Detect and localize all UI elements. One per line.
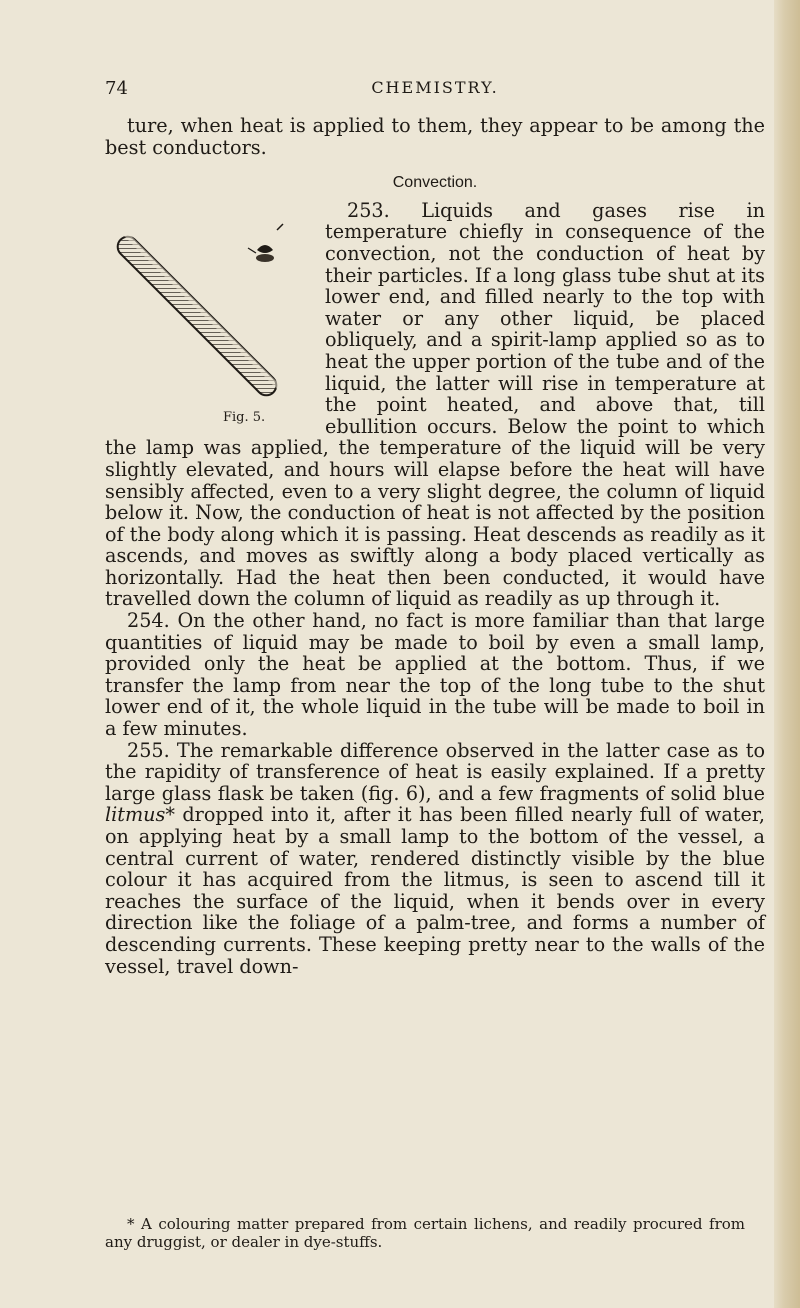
litmus-term: litmus xyxy=(105,803,166,827)
opening-paragraph: ture, when heat is applied to them, they appear to be among the best conductors. xyxy=(105,114,765,159)
footnote: * A colouring matter prepared from certain lichens, and readily procured from any druggist, or dealer in dye-stuffs. xyxy=(105,1215,745,1251)
paragraph-255: 255. The remarkable difference observed in the latter case as to the rapidity of transference of heat is easily explained. If a pretty large glass flask be taken (fig. 6), and a few fragments of solid blue litmus* dropped into it, after it has been filled nearly full of water, on applying heat by a small lamp to the bottom of the vessel, a central current of water, rendered distinctly visible by the blue colour it has acquired from the litmus, is seen to ascend till it reaches the surface of the liquid, when it bends over in every direction like the foliage of a palm-tree, and forms a number of descending currents. These keeping pretty near to the walls of the vessel, travel down- xyxy=(105,738,765,978)
body-text xyxy=(105,115,765,977)
oblique-tube-illustration xyxy=(105,200,325,428)
section-heading: Convection. xyxy=(392,174,478,192)
page-edge-shadow xyxy=(774,0,800,1308)
figure-label: Fig. 5. xyxy=(223,409,266,425)
page-number: 74 xyxy=(105,78,128,99)
paragraph-253: Fig. 5. 253. Liquids and gases rise in temperature chiefly in consequence of the convection, not the conduction of heat by their particles. If a long glass tube shut at its lower end, and filled nearly to the top with water or any other liquid, be placed obliquely, and a spirit-lamp applied so as to heat the upper portion of the tube and of the liquid, the latter will rise in temperature at the point heated, and above that, till ebullition occurs. Below the point to which the lamp was applied, the temperature of the liquid will be very slightly elevated, and hours will elapse before the heat will have sensibly affected, even to a very slight degree, the column of liquid below it. Now, the conduction of heat is not affected by the position of the body along which it is passing. Heat descends as readily as it ascends, and moves as swiftly along a body placed vertically as horizontally. Had the heat then been conducted, it would have travelled down the column of liquid as readily as up through it. xyxy=(105,198,765,611)
page-header xyxy=(105,78,765,102)
spirit-lamp-icon xyxy=(256,245,274,262)
running-head: CHEMISTRY. xyxy=(371,78,499,97)
figure-5 xyxy=(105,200,325,428)
paragraph-254: 254. On the other hand, no fact is more familiar than that large quantities of liquid may be made to boil by even a small lamp, provided only the heat be applied at the bottom. Thus, if we transfer the lamp from near the top of the long tube to the shut lower end of it, the whole liquid in the tube will be made to boil in a few minutes. xyxy=(105,609,765,741)
footnote-marker: * xyxy=(165,803,175,827)
